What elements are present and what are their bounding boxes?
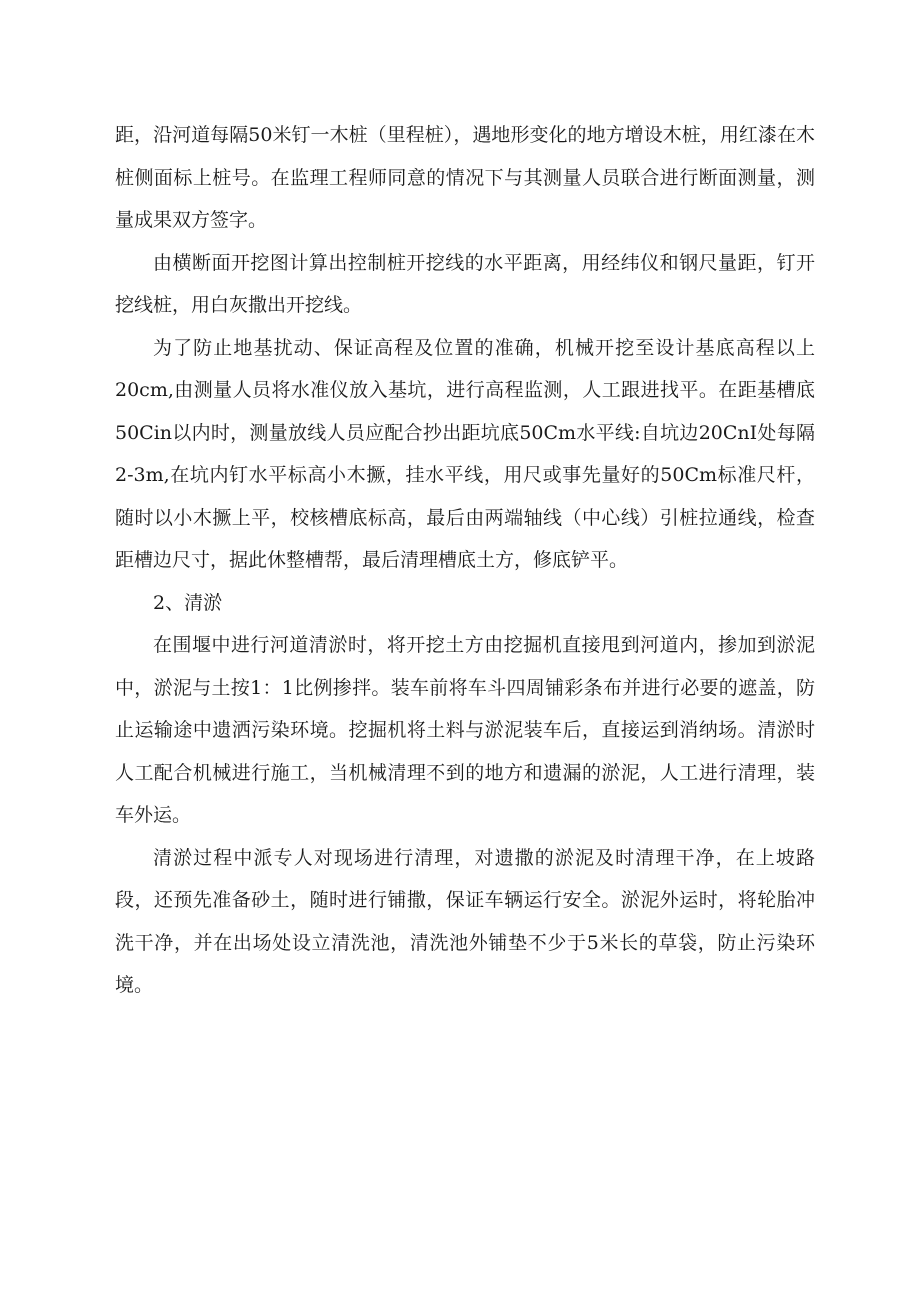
document-body — [115, 114, 815, 1007]
paragraph-survey-stakes: 距，沿河道每隔50米钉一木桩（里程桩），遇地形变化的地方增设木桩，用红漆在木桩侧面标上桩号。在监理工程师同意的情况下与其测量人员联合进行断面测量，测量成果双方签字。 — [115, 124, 815, 231]
paragraph-elevation-control: 为了防止地基扰动、保证高程及位置的准确，机械开挖至设计基底高程以上20cm,由测量人员将水准仪放入基坑，进行高程监测，人工跟进找平。在距基槽底50Cin以内时，测量放线人员应配合抄出距坑底50Cm水平线:自坑边20CnI处每隔2-3m,在坑内钉水平标高小木撅，挂水平线，用尺或事先量好的50Cm标准尺杆，随时以小木撅上平，校核槽底标高，最后由两端轴线（中心线）引桩拉通线，检查距槽边尺寸，据此休整槽帮，最后清理槽底土方，修底铲平。 — [115, 336, 815, 571]
section-heading-dredging: 2、清淤 — [153, 591, 223, 614]
paragraph-dredging-process: 在围堰中进行河道清淤时，将开挖土方由挖掘机直接甩到河道内，掺加到淤泥中，淤泥与土按1：1比例掺拌。装车前将车斗四周铺彩条布并进行必要的遮盖，防止运输途中遗洒污染环境。挖掘机将土料与淤泥装车后，直接运到消纳场。清淤时人工配合机械进行施工，当机械清理不到的地方和遗漏的淤泥，人工进行清理，装车外运。 — [115, 634, 815, 826]
paragraph-excavation-line: 由横断面开挖图计算出控制桩开挖线的水平距离，用经纬仪和钢尺量距，钉开挖线桩，用白灰撒出开挖线。 — [115, 251, 815, 316]
paragraph-site-cleaning: 清淤过程中派专人对现场进行清理，对遗撒的淤泥及时清理干净，在上坡路段，还预先准备砂土，随时进行铺撒，保证车辆运行安全。淤泥外运时，将轮胎冲洗干净，并在出场处设立清洗池，清洗池外铺垫不少于5米长的草袋，防止污染环境。 — [115, 846, 815, 996]
